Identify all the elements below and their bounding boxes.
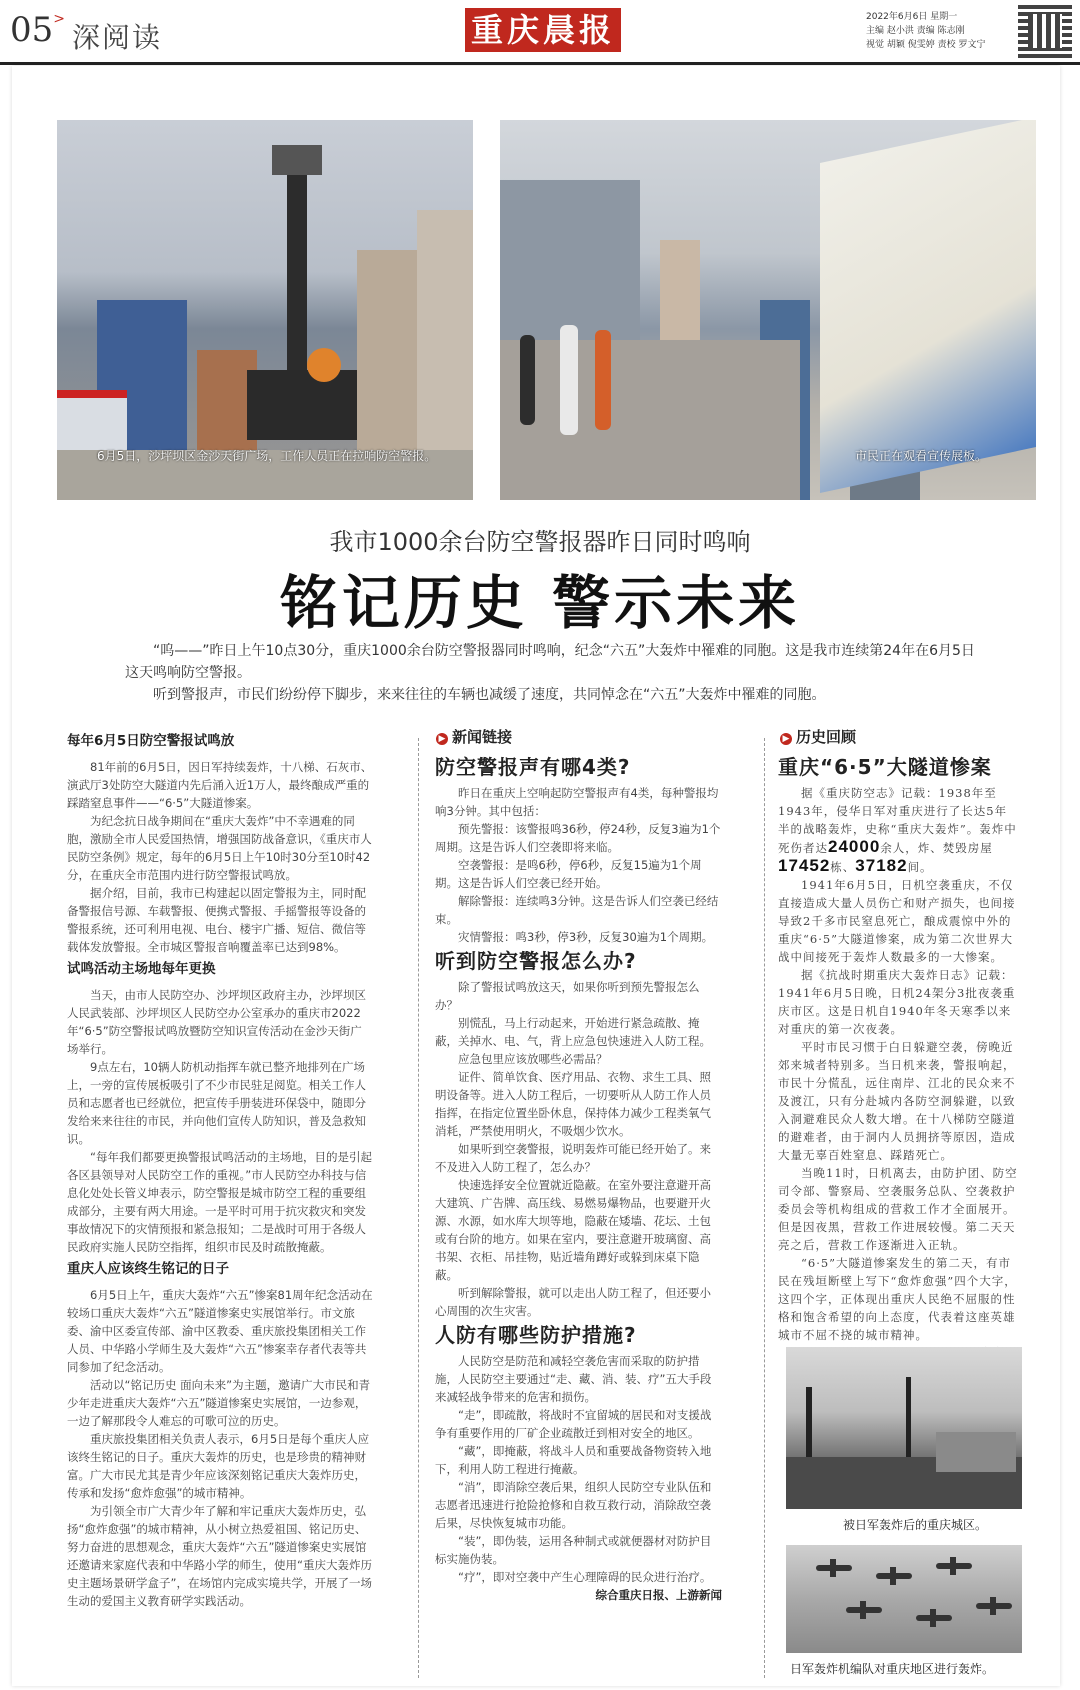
section-headline: 防空警报声有哪4类? [435,755,631,779]
news-link-tag: ▶ 新闻链接 [436,726,512,747]
masthead [0,0,1080,65]
photo-siren-square [57,120,473,500]
paragraph: 昨日在重庆上空响起防空警报声有4类，每种警报均响3分钟。其中包括： [435,786,719,818]
paragraph: 预先警报：该警报鸣36秒，停24秒，反复3遍为1个周期。这是告诉人们空袭即将来临。 [435,822,721,854]
photo-caption-right: 市民正在观看宣传展板。 [855,449,988,463]
paragraph: 应急包里应该放哪些必需品？ [458,1052,608,1066]
column-divider [764,738,765,1678]
paragraph: “走”，即疏散，将战时不宜留城的居民和对支援战争有重要作用的厂矿企业疏散迁到相对安全的地区。 [435,1408,712,1440]
paragraph: 证件、简单饮食、医疗用品、衣物、求生工具、照明设备等。进入人防工程后，一切要听从人防工作人员指挥，在指定位置坐卧休息，保持体力减少工程类氧气消耗，严禁使用明火，不吸烟少饮水。 [435,1070,711,1138]
paragraph: 据《抗战时期重庆大轰炸日志》记载：1941年6月5日晚，日机24架分3批夜袭重庆市区。这是日机自1940年冬天寒季以来对重庆的第一次夜袭。 [778,968,1016,1036]
paragraph: “消”，即消除空袭后果，组织人民防空专业队伍和志愿者迅速进行抢险抢修和自救互救行动，消除敌空袭后果，尽快恢复城市功能。 [435,1480,712,1530]
paragraph: 除了警报试鸣放这天，如果你听到预先警报怎么办？ [435,980,700,1012]
photo-caption: 被日军轰炸后的重庆城区。 [843,1518,988,1532]
section-title: 深阅读 [72,21,163,54]
paragraph: 81年前的6月5日，因日军持续轰炸，十八梯、石灰市、演武厅3处防空大隧道内先后涌入近1万人，最终酿成严重的踩踏窒息事件——“6·5”大隧道惨案。 [67,760,373,810]
photo-caption: 日军轰炸机编队对重庆地区进行轰炸。 [790,1662,995,1676]
photo-bombed-city [786,1347,1022,1509]
play-icon: ▶ [436,733,448,745]
play-icon: ▶ [780,733,792,745]
paragraph: 6月5日上午，重庆大轰炸“六五”惨案81周年纪念活动在较场口重庆大轰炸“六五”隧道惨案史实展馆举行。市文旅委、渝中区委宣传部、渝中区教委、重庆旅投集团相关工作人员、中华路小学师生及大轰炸“六五”惨案幸存者代表等共同参加了纪念活动。 [67,1288,373,1374]
section-heading: 每年6月5日防空警报试鸣放 [67,733,235,749]
lead-paragraph: 听到警报声，市民们纷纷停下脚步，来来往往的车辆也减缓了速度，共同悼念在“六五”大轰炸中罹难的同胞。 [153,687,826,703]
paragraph: “疗”，即对空袭中产生心理障碍的民众进行治疗。 [458,1570,712,1584]
paragraph: 灾情警报：鸣3秒，停3秒，反复30遍为1个周期。 [458,930,714,944]
article-title: 铭记历史 警示未来 [279,569,801,637]
column-main-report [67,728,373,1610]
paragraph: 1941年6月5日，日机空袭重庆，不仅直接造成大量人员伤亡和财产损失，也间接导致2千多市民窒息死亡，酿成震惊中外的重庆“6·5”大隧道惨案，成为第二次世界大战中间接死于轰炸人数最多的一大惨案。 [778,878,1016,964]
paragraph: 9点左右，10辆人防机动指挥车就已整齐地排列在广场上，一旁的宣传展板吸引了不少市民驻足阅览。相关工作人员和志愿者也已经就位，把宣传手册装进环保袋中，随即分发给来来往往的市民，并向他们宣传人防知识，普及急救知识。 [67,1060,366,1146]
article-source: 综合重庆日报、上游新闻 [595,1588,722,1602]
section-heading: 试鸣活动主场地每年更换 [67,961,216,977]
page-number: 05> [10,10,65,50]
section-heading: 重庆人应该终生铭记的日子 [67,1261,229,1277]
paragraph: 重庆旅投集团相关负责人表示，6月5日是每个重庆人应该终生铭记的日子。重庆大轰炸的历史，也是珍贵的精神财富。广大市民尤其是青少年应该深刻铭记重庆大轰炸历史，传承和发扬“愈炸愈强”的城市精神。 [67,1432,370,1500]
paragraph: 平时市民习惯于白日躲避空袭，傍晚近郊来城者特别多。当日机来袭，警报响起，市民十分慌乱，远住南岸、江北的民众来不及渡江，只有分赴城内各防空洞躲避，以致入洞避难民众人数大增。在十八梯防空隧道的避难者，由于洞内人员拥挤等原因，造成大量无辜百姓窒息、踩踏死亡。 [778,1040,1016,1162]
paragraph: “装”，即伪装，运用各种制式或就便器材对防护目标实施伪装。 [435,1534,712,1566]
editors-line-1: 主编 赵小洪 责编 陈志刚 [866,26,965,36]
paragraph: 如果听到空袭警报，说明轰炸可能已经开始了。来不及进入人防工程了，怎么办？ [435,1142,711,1174]
newspaper-logo: 重庆晨报 [465,8,621,52]
paragraph: 为引领全市广大青少年了解和牢记重庆大轰炸历史，弘扬“愈炸愈强”的城市精神，从小树立热爱祖国、铭记历史、努力奋进的思想观念，重庆大轰炸“六五”隧道惨案史实展馆还邀请来家庭代表和中华路小学的师生，使用“重庆大轰炸历史主题场景研学盒子”，在场馆内完成实境共学，开展了一场生动的爱国主义教育研学实践活动。 [67,1504,372,1608]
paragraph: 解除警报：连续鸣3分钟。这是告诉人们空袭已经结束。 [435,894,719,926]
photo-caption-left: 6月5日，沙坪坝区金沙天街广场，工作人员正在拉响防空警报。 [97,449,437,463]
paragraph: 为纪念抗日战争期间在“重庆大轰炸”中不幸遇难的同胞，激励全市人民爱国热情，增强国防战备意识，《重庆市人民防空条例》规定，每年的6月5日上午10时30分至10时42分，在重庆全市范围内进行防空警报试鸣放。 [67,814,372,882]
paragraph: “藏”，即掩蔽，将战斗人员和重要战备物资转入地下，利用人防工程进行掩蔽。 [435,1444,712,1476]
paragraph: “每年我们都要更换警报试鸣活动的主场地，目的是引起各区县领导对人民防空工作的重视。”市人民防空办科技与信息化处处长管义坤表示，防空警报是城市防空工程的重要组成部分，主要有两大用途。一是平时可用于抗灾救灾和突发事故情况下的灾情预报和紧急报知；二是战时可用于各级人民政府实施人民防空指挥，组织市民及时疏散掩蔽。 [67,1150,372,1254]
qr-code-icon[interactable] [1018,4,1072,58]
buildings-count: 17452 [778,856,831,875]
paragraph: 别慌乱，马上行动起来，开始进行紧急疏散、掩蔽，关掉水、电、气，背上应急包快速进入人防工程。 [435,1016,711,1048]
column-history [778,752,1018,1362]
article-lead [125,640,985,706]
paragraph: 空袭警报：是鸣6秒，停6秒，反复15遍为1个周期。这是告诉人们空袭已经开始。 [435,858,702,890]
paragraph: 当天，由市人民防空办、沙坪坝区政府主办，沙坪坝区人民武装部、沙坪坝区人民防空办公室承办的重庆市2022年“6·5”防空警报试鸣放暨防空知识宣传活动在金沙天街广场举行。 [67,988,366,1056]
paragraph: 据介绍，目前，我市已构建起以固定警报为主，同时配备警报信号源、车载警报、便携式警报、手摇警报等设备的警报系统，还可利用电视、电台、楼宇广播、短信、微信等载体发放警报。全市城区警报音响覆盖率已达到98%。 [67,886,366,954]
paragraph: 当晚11时，日机离去，由防护团、防空司令部、警察局、空袭服务总队、空袭救护委员会等机构组成的营救工作才全面展开。但是因夜黑，营救工作进展较慢。第二天天亮之后，营救工作逐渐进入正轨。 [778,1166,1018,1252]
rooms-count: 37182 [855,856,908,875]
photo-bomber-formation [786,1545,1022,1653]
column-divider [418,738,419,1678]
paragraph: 据《重庆防空志》记载：1938年至1943年，侵华日军对重庆进行了长达5年半的战略轰炸，史称“重庆大轰炸”。轰炸中死伤者达24000余人，炸、焚毁房屋17452栋、37182间。 [778,786,1017,875]
paragraph: 人民防空是防范和减轻空袭危害而采取的防护措施，人民防空主要通过“走、藏、消、装、疗”五大手段来减轻战争带来的危害和损伤。 [435,1354,712,1404]
lead-paragraph: “呜——”昨日上午10点30分，重庆1000余台防空警报器同时鸣响，纪念“六五”大轰炸中罹难的同胞。这是我市连续第24年在6月5日这天鸣响防空警报。 [125,643,975,681]
section-headline: 听到防空警报怎么办? [435,949,637,973]
section-headline: 人防有哪些防护措施? [435,1323,637,1347]
paragraph: “6·5”大隧道惨案发生的第二天，有市民在残垣断壁上写下“愈炸愈强”四个大字，这四个字，正体现出重庆人民绝不屈服的性格和饱含希望的向上态度，代表着这座英雄城市不屈不挠的城市精神。 [778,1256,1017,1342]
history-tag: ▶ 历史回顾 [780,726,856,747]
edition-meta [866,10,1011,52]
column-news-link [435,752,722,1604]
paragraph: 活动以“铭记历史 面向未来”为主题，邀请广大市民和青少年走进重庆大轰炸“六五”隧道惨案史实展馆，一边参观，一边了解那段令人难忘的可歌可泣的历史。 [67,1378,371,1428]
photo-exhibition-boards [500,120,1036,500]
edition-date: 2022年6月6日 星期一 [866,12,958,22]
paragraph: 快速选择安全位置就近隐蔽。在室外要注意避开高大建筑、广告牌、高压线、易燃易爆物品，也要避开火源、水源，如水库大坝等地，隐蔽在矮墙、花坛、土包或有台阶的地方。如果在室内，要注意避开玻璃窗、高书架、衣柜、吊挂物，贴近墙角蹲好或躲到床桌下隐蔽。 [435,1178,711,1282]
article-subtitle: 我市1000余台防空警报器昨日同时鸣响 [329,528,751,556]
paragraph: 听到解除警报，就可以走出人防工程了，但还要小心周围的次生灾害。 [435,1286,711,1318]
editors-line-2: 视觉 胡颖 倪雯婷 责校 罗文宁 [866,40,986,50]
casualty-count: 24000 [828,837,881,856]
section-headline: 重庆“6·5”大隧道惨案 [778,755,992,779]
